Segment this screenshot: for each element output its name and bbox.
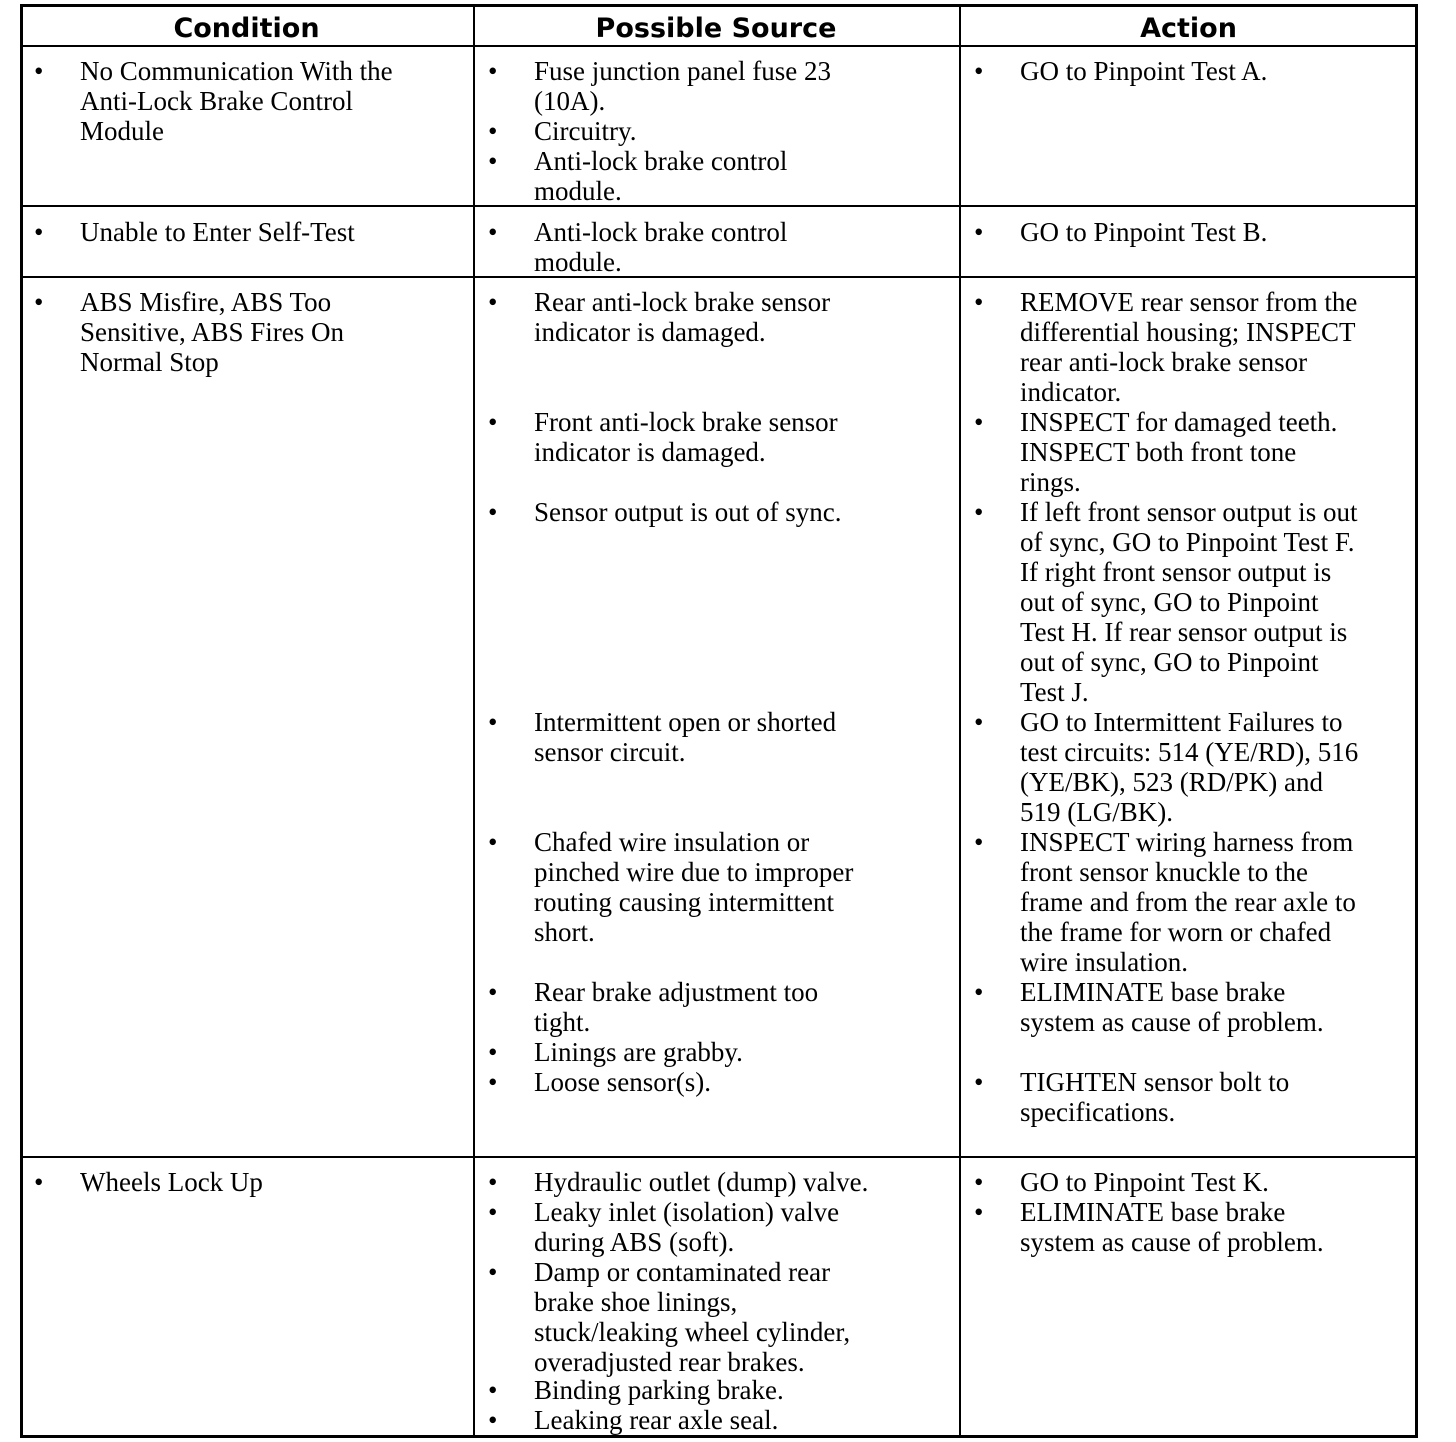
- header-possible-source: Possible Source: [595, 12, 837, 44]
- header-action: Action: [1140, 12, 1237, 44]
- possible-source-text: Hydraulic outlet (dump) valve.: [534, 1167, 869, 1197]
- bullet-icon: •: [34, 1167, 44, 1197]
- bullet-icon: •: [974, 407, 984, 437]
- action-text: INSPECT for damaged teeth. INSPECT both front tone rings.: [1020, 407, 1338, 497]
- bullet-icon: •: [488, 287, 498, 317]
- bullet-icon: •: [488, 827, 498, 857]
- possible-source-text: Loose sensor(s).: [534, 1067, 711, 1097]
- action-text: GO to Pinpoint Test B.: [1020, 217, 1268, 247]
- condition-text: No Communication With the Anti-Lock Brake Control Module: [80, 56, 393, 146]
- action-text: ELIMINATE base brake system as cause of problem.: [1020, 977, 1324, 1037]
- bullet-icon: •: [488, 217, 498, 247]
- bullet-icon: •: [34, 56, 44, 86]
- possible-source-text: Binding parking brake.: [534, 1375, 784, 1405]
- bullet-icon: •: [488, 1257, 498, 1287]
- bullet-icon: •: [974, 1197, 984, 1227]
- possible-source-text: Chafed wire insulation or pinched wire due to improper routing causing intermittent short.: [534, 827, 854, 947]
- bullet-icon: •: [488, 1197, 498, 1227]
- column-divider: [959, 4, 961, 1438]
- possible-source-text: Sensor output is out of sync.: [534, 497, 842, 527]
- bullet-icon: •: [488, 1405, 498, 1435]
- bullet-icon: •: [34, 217, 44, 247]
- possible-source-text: Rear anti-lock brake sensor indicator is damaged.: [534, 287, 831, 347]
- bullet-icon: •: [34, 287, 44, 317]
- possible-source-text: Linings are grabby.: [534, 1037, 743, 1067]
- possible-source-text: Anti-lock brake control module.: [534, 217, 788, 277]
- bullet-icon: •: [488, 146, 498, 176]
- bullet-icon: •: [488, 1375, 498, 1405]
- possible-source-text: Rear brake adjustment too tight.: [534, 977, 819, 1037]
- bullet-icon: •: [488, 407, 498, 437]
- possible-source-text: Leaking rear axle seal.: [534, 1405, 779, 1435]
- action-text: GO to Pinpoint Test A.: [1020, 56, 1268, 86]
- bullet-icon: •: [488, 116, 498, 146]
- bullet-icon: •: [974, 217, 984, 247]
- bullet-icon: •: [974, 1167, 984, 1197]
- action-text: REMOVE rear sensor from the differential housing; INSPECT rear anti-lock brake sensor indicator.: [1020, 287, 1358, 407]
- bullet-icon: •: [974, 287, 984, 317]
- condition-text: ABS Misfire, ABS Too Sensitive, ABS Fires On Normal Stop: [80, 287, 345, 377]
- header-condition: Condition: [173, 12, 320, 44]
- bullet-icon: •: [488, 707, 498, 737]
- bullet-icon: •: [974, 707, 984, 737]
- action-text: INSPECT wiring harness from front sensor knuckle to the frame and from the rear axle to the frame for worn or chafed wire insulation.: [1020, 827, 1356, 977]
- column-divider: [473, 4, 475, 1438]
- possible-source-text: Front anti-lock brake sensor indicator is damaged.: [534, 407, 838, 467]
- bullet-icon: •: [488, 1037, 498, 1067]
- bullet-icon: •: [488, 1167, 498, 1197]
- bullet-icon: •: [488, 977, 498, 1007]
- bullet-icon: •: [974, 56, 984, 86]
- possible-source-text: Intermittent open or shorted sensor circuit.: [534, 707, 837, 767]
- troubleshooting-table: [20, 4, 1418, 1438]
- possible-source-text: Anti-lock brake control module.: [534, 146, 788, 206]
- bullet-icon: •: [488, 1067, 498, 1097]
- bullet-icon: •: [974, 977, 984, 1007]
- action-text: TIGHTEN sensor bolt to specifications.: [1020, 1067, 1290, 1127]
- action-text: GO to Pinpoint Test K.: [1020, 1167, 1269, 1197]
- bullet-icon: •: [488, 56, 498, 86]
- bullet-icon: •: [488, 497, 498, 527]
- bullet-icon: •: [974, 1067, 984, 1097]
- condition-text: Unable to Enter Self-Test: [80, 217, 355, 247]
- action-text: GO to Intermittent Failures to test circuits: 514 (YE/RD), 516 (YE/BK), 523 (RD/PK) and 519 (LG/BK).: [1020, 707, 1359, 827]
- bullet-icon: •: [974, 827, 984, 857]
- possible-source-text: Circuitry.: [534, 116, 637, 146]
- bullet-icon: •: [974, 497, 984, 527]
- row-divider: [20, 1156, 1418, 1158]
- possible-source-text: Leaky inlet (isolation) valve during ABS (soft).: [534, 1197, 840, 1257]
- action-text: If left front sensor output is out of sync, GO to Pinpoint Test F. If right front sensor output is out of sync, GO to Pinpoint Test H. If rear sensor output is out of sync, GO to Pinpoint Test J.: [1020, 497, 1358, 707]
- condition-text: Wheels Lock Up: [80, 1167, 263, 1197]
- possible-source-text: Damp or contaminated rear brake shoe linings, stuck/leaking wheel cylinder, overadjusted rear brakes.: [534, 1257, 851, 1377]
- action-text: ELIMINATE base brake system as cause of problem.: [1020, 1197, 1324, 1257]
- possible-source-text: Fuse junction panel fuse 23 (10A).: [534, 56, 831, 116]
